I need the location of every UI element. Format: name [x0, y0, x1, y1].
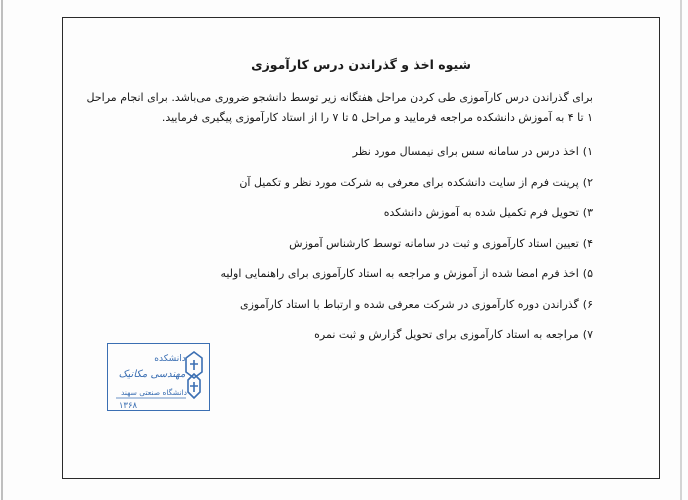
step-number: ۲): [582, 175, 593, 189]
step-text: اخذ درس در سامانه سس برای نیمسال مورد نظر: [352, 145, 579, 158]
svg-text:دانشگاه صنعتی سهند: دانشگاه صنعتی سهند: [120, 388, 188, 397]
step-number: ۶): [582, 297, 593, 311]
step-text: اخذ فرم امضا شده از آموزش و مراجعه به استاد کارآموزی برای راهنمایی اولیه: [220, 267, 579, 280]
scan-edge-left: [1, 0, 3, 500]
svg-text:دانشکده: دانشکده: [154, 354, 186, 364]
step-item: [83, 267, 593, 298]
step-number: ۱): [582, 145, 593, 158]
step-number: ۷): [582, 328, 593, 341]
svg-text:مهندسی مکانیک: مهندسی مکانیک: [118, 369, 186, 380]
step-number: ۵): [582, 267, 593, 280]
step-text: گذراندن دوره کارآموزی در شرکت معرفی شده و ارتباط با استاد کارآموزی: [240, 297, 579, 311]
university-emblem-icon: [186, 352, 202, 398]
step-item: [83, 237, 593, 268]
step-item: [83, 206, 593, 237]
step-number: ۴): [582, 236, 593, 250]
stamp-graphic: [108, 344, 211, 412]
scan-edge-right: [680, 0, 682, 500]
step-item: [83, 176, 593, 207]
step-number: ۳): [582, 206, 593, 219]
step-text: تحویل فرم تکمیل شده به آموزش دانشکده: [383, 206, 579, 219]
svg-text:۱۳۶۸: ۱۳۶۸: [118, 401, 138, 411]
step-item: [83, 298, 593, 329]
step-text: پرینت فرم از سایت دانشکده برای معرفی به شرکت مورد نظر و تکمیل آن: [239, 175, 579, 189]
steps-list: [83, 145, 593, 359]
intro-paragraph: برای گذراندن درس کارآموزی طی کردن مراحل هفتگانه زیر توسط دانشجو ضروری می‌باشد. برای انجام مراحل ۱ تا ۴ به آموزش دانشکده مراجعه فرمایید و مراحل ۵ تا ۷ را از استاد کارآموزی پیگیری فرمایید.: [86, 91, 593, 124]
step-item: [83, 145, 593, 176]
faculty-stamp: [107, 343, 210, 411]
step-text: مراجعه به استاد کارآموزی برای تحویل گزارش و ثبت نمره: [314, 328, 579, 341]
step-text: تعیین استاد کارآموزی و ثبت در سامانه توسط کارشناس آموزش: [289, 236, 579, 250]
document-title: شیوه اخذ و گذراندن درس کارآموزی: [251, 57, 471, 72]
